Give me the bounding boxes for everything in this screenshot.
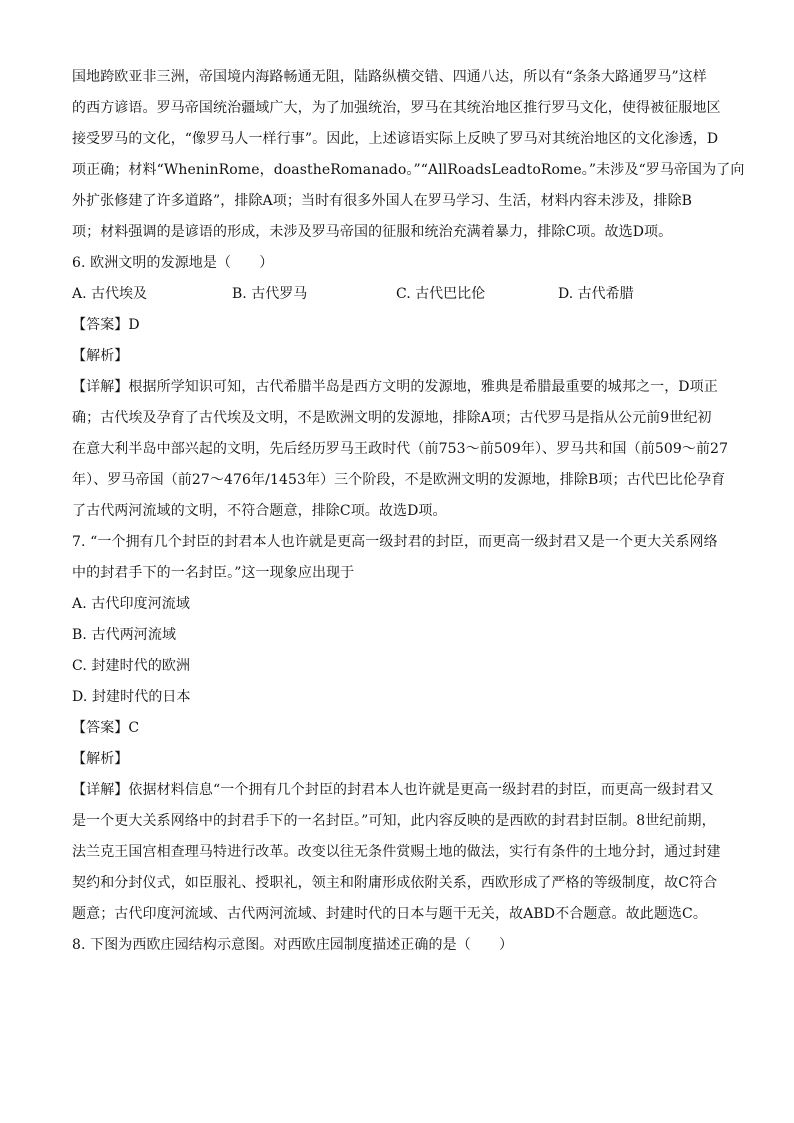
- analysis-label: 【解析】: [72, 751, 129, 767]
- text-line: 在意大利半岛中部兴起的文明，先后经历罗马王政时代（前753～前509年）、罗马共和国（前509～前27: [72, 441, 729, 457]
- analysis-label: 【解析】: [72, 348, 129, 364]
- text-line: 题意；古代印度河流域、古代两河流域、封建时代的日本与题干无关，故ABD不合题意。故此题选C。: [72, 906, 707, 922]
- option-c: C. 封建时代的欧洲: [72, 658, 191, 674]
- question-stem: 6. 欧洲文明的发源地是（ ）: [72, 255, 274, 271]
- text-line: 的西方谚语。罗马帝国统治疆域广大，为了加强统治，罗马在其统治地区推行罗马文化，使得被征服地区: [72, 100, 721, 116]
- text-line: 国地跨欧亚非三洲，帝国境内海路畅通无阻，陆路纵横交错、四通八达，所以有“条条大路通罗马”这样: [72, 69, 707, 85]
- text-line: 年）、罗马帝国（前27～476年/1453年）三个阶段，不是欧洲文明的发源地，排除B项；古代巴比伦孕育: [72, 472, 726, 488]
- option-b: B. 古代罗马: [232, 286, 308, 302]
- option-c: C. 古代巴比伦: [396, 286, 486, 302]
- option-a: A. 古代埃及: [72, 286, 148, 302]
- options-row: [72, 279, 732, 310]
- text-line: 了古代两河流域的文明，不符合题意，排除C项。故选D项。: [72, 503, 447, 519]
- option-d: D. 古代希腊: [558, 286, 634, 302]
- question-stem: 7. “一个拥有几个封臣的封君本人也许就是更高一级封君的封臣，而更高一级封君又是一个更大关系网络: [72, 534, 718, 550]
- text-line: 项；材料强调的是谚语的形成，未涉及罗马帝国的征服和统治充满着暴力，排除C项。故选D项。: [72, 224, 673, 240]
- question-stem: 8. 下图为西欧庄园结构示意图。对西欧庄园制度描述正确的是（ ）: [72, 937, 514, 953]
- question-7: [72, 527, 732, 930]
- text-line: 外扩张修建了许多道路”，排除A项；当时有很多外国人在罗马学习、生活，材料内容未涉及，排除B: [72, 193, 693, 209]
- text-line: 【详解】根据所学知识可知，古代希腊半岛是西方文明的发源地，雅典是希腊最重要的城邦之一，D项正: [72, 379, 718, 395]
- text-line: 接受罗马的文化，“像罗马人一样行事”。因此，上述谚语实际上反映了罗马对其统治地区的文化渗透，D: [72, 131, 719, 147]
- text-line: 是一个更大关系网络中的封君手下的一名封臣。”可知，此内容反映的是西欧的封君封臣制。8世纪前期，: [72, 813, 716, 829]
- text-line: 契约和分封仪式，如臣服礼、授职礼，领主和附庸形成依附关系，西欧形成了严格的等级制度，故C符合: [72, 875, 718, 891]
- option-b: B. 古代两河流域: [72, 627, 177, 643]
- answer-label: 【答案】D: [72, 317, 140, 333]
- text-line: 确；古代埃及孕育了古代埃及文明，不是欧洲文明的发源地，排除A项；古代罗马是指从公元前9世纪初: [72, 410, 712, 426]
- question-stem: 中的封君手下的一名封臣。”这一现象应出现于: [72, 565, 355, 581]
- answer-label: 【答案】C: [72, 720, 140, 736]
- option-d: D. 封建时代的日本: [72, 689, 191, 705]
- question-8: [72, 930, 732, 961]
- text-line: 【详解】依据材料信息“一个拥有几个封臣的封君本人也许就是更高一级封君的封臣，而更高一级封君又: [72, 782, 714, 798]
- text-line: 项正确；材料“WheninRome，doastheRomanado。”“AllRoadsLeadtoRome。”未涉及“罗马帝国为了向: [72, 162, 745, 178]
- q5-explanation: [72, 62, 745, 248]
- option-a: A. 古代印度河流域: [72, 596, 191, 612]
- question-6: [72, 248, 732, 527]
- document-content: [72, 62, 745, 961]
- text-line: 法兰克王国宫相查理马特进行改革。改变以往无条件赏赐土地的做法，实行有条件的土地分封，通过封建: [72, 844, 721, 860]
